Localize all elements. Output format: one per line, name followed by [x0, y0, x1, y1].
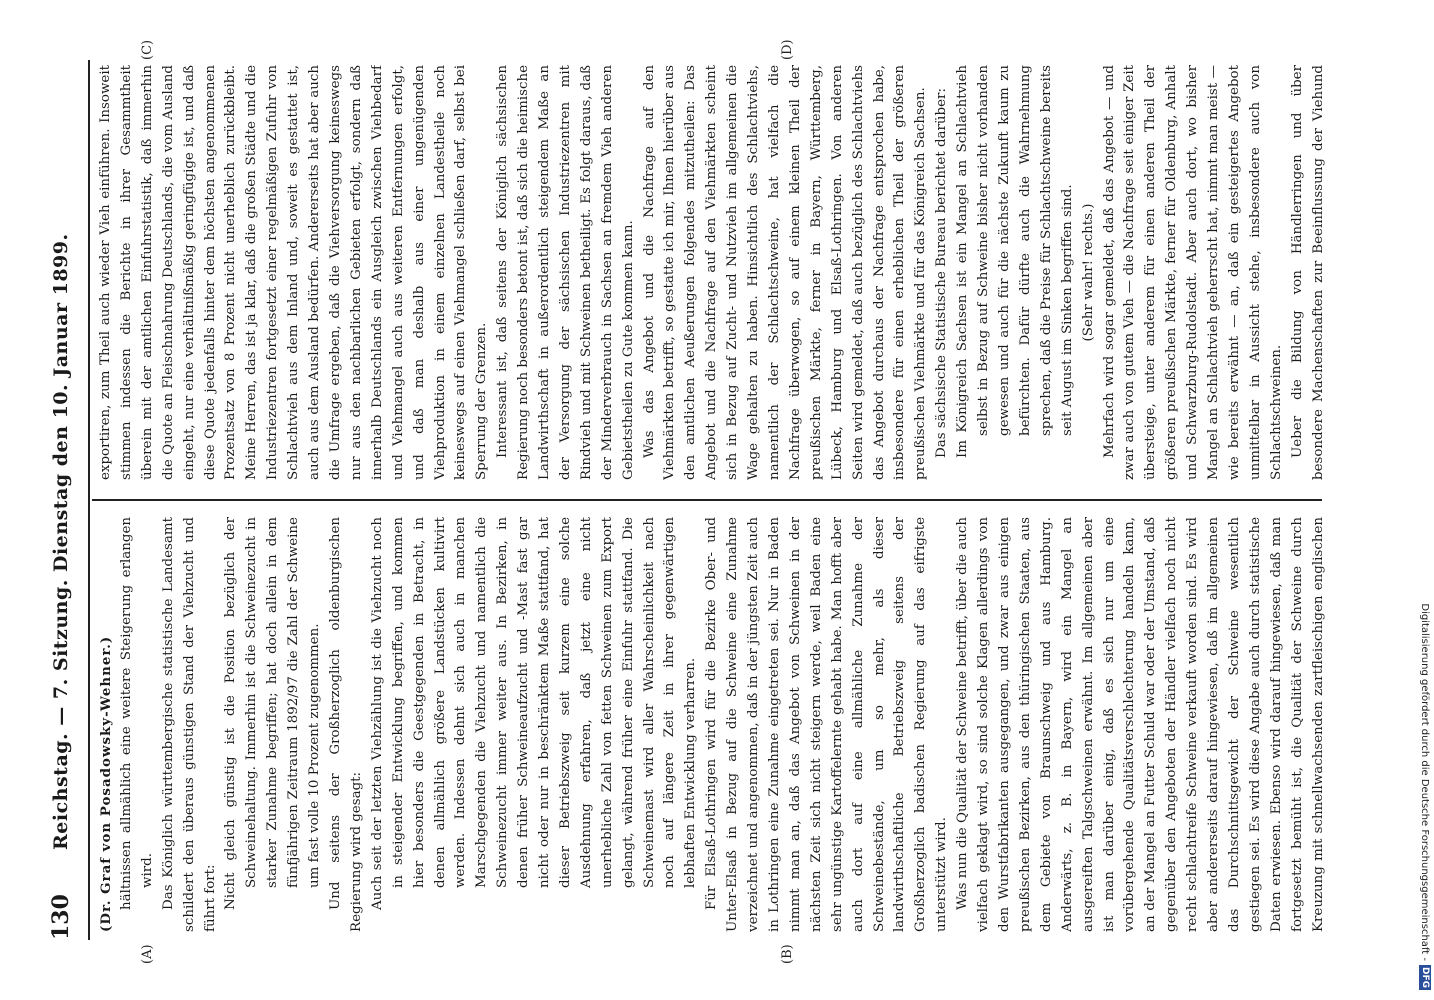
left-column — [96, 517, 1326, 932]
right-column — [96, 65, 1326, 480]
running-title: Reichstag. — 7. Sitzung. Dienstag den 10. Januar 1899. — [50, 233, 72, 850]
credit-text: Digitalisierung gefördert durch die Deutsche Forschungsgemeinschaft - — [1419, 603, 1431, 961]
column-divider — [92, 499, 1322, 501]
right-paragraph: Was das Angebot und die Nachfrage auf den Viehmärkten betrifft, so gestatte ich mir, Ihnen hierüber aus den amtlichen Aeußerungen folgendes mitzutheilen: Das Angebot und die Nachfrage auf den Viehmärkten scheint sich in Bezug auf Zucht- und Nutzvieh im allgemeinen die Wage gehalten zu haben. Hinsichtlich des Schlachtviehs, namentlich der Schlachtschweine, hat vielfach die Nachfrage überwogen, so auf einem kleinen Theil der preußischen Märkte, ferner in Bayern, Württemberg, Lübeck, Hamburg und Elsaß-Lothringen. Von anderen Seiten wird gemeldet, daß auch bezüglich des Schlachtviehs das Angebot durchaus der Nachfrage entsprochen habe, insbesondere für einen erheblichen Theil der größeren preußischen Viehmärkte und für das Königreich Sachsen. — [641, 65, 929, 480]
right-paragraph: exportiren, zum Theil auch wieder Vieh einführen. Insoweit stimmen indessen die Berichte in ihrer Gesammtheit überein mit der amtlichen Einfuhrstatistik, daß immerhin die Quote an Fleischnahrung Deutschlands, die vom Ausland eingeht, nur eine verhältnißmäßig geringfügige ist, und daß diese Quote jedenfalls hinter dem höchsten angenommenen Prozentsatz von 8 Prozent nicht unerheblich zurückbleibt. Meine Herren, das ist ja klar, daß die großen Städte und die Industriezentren fortgesetzt einer regelmäßigen Zufuhr von Schlachtvieh aus dem Inland und, soweit es gestattet ist, auch aus dem Ausland bedürfen. Andererseits hat aber auch die Umfrage ergeben, daß die Viehversorgung keineswegs nur aus den nachbarlichen Gebieten erfolgt, sondern daß innerhalb Deutschlands ein Ausgleich zwischen Viehbedarf und Viehmangel auch aus weiteren Entfernungen erfolgt, und daß man deshalb aus einer ungenügenden Viehproduktion in einem einzelnen Landestheile noch keineswegs auf einen Viehmangel schließen darf, selbst bei Sperrung der Grenzen. — [98, 65, 490, 480]
left-paragraph: hältnissen allmählich eine weitere Steigerung erlangen wird. — [118, 517, 155, 910]
right-paragraph: Das sächsische Statistische Bureau berichtet darüber: — [934, 88, 950, 458]
margin-marker-d: (D) — [780, 39, 795, 60]
right-paragraph: Interessant ist, daß seitens der Königlich sächsischen Regierung noch besonders betont ist, daß sich die heimische Landwirthschaft in außerordentlich steigendem Maße an der Versorgung der sächsischen Industriezentren mit Rindvieh und mit Schweinen betheiligt. Es folgt daraus, daß der Minderverbrauch in Sachsen an fremdem Vieh anderen Gebietstheilen zu Gute kommen kann. — [495, 65, 636, 480]
left-paragraph: Für Elsaß-Lothringen wird für die Bezirke Ober- und Unter-Elsaß in Bezug auf die Schweine eine Zunahme verzeichnet und angenommen, daß in der jüngsten Zeit auch in Lothringen eine Zunahme eingetreten sei. Nur in Baden nimmt man an, daß das Angebot von Schweinen in der nächsten Zeit sich nicht steigern werde, weil Baden eine sehr ungünstige Kartoffelernte gehabt habe. Man hofft aber auch dort auf eine allmähliche Zunahme der Schweinebestände, um so mehr, als dieser landwirthschaftliche Betriebszweig seitens der Großherzoglich badischen Regierung auf das eifrigste unterstützt wird. — [704, 517, 950, 932]
right-quote: Im Königreich Sachsen ist ein Mangel an Schlachtvieh selbst in Bezug auf Schweine bisher nicht vorhanden gewesen und auch für die nächste Zukunft kaum zu befürchten. Dafür dürfte auch die Wahrnehmung sprechen, daß die Preise für Schlachtschweine bereits seit August im Sinken begriffen sind. — [955, 65, 1075, 458]
left-paragraph: Das Königlich württembergische statistische Landesamt schildert den überaus günstigen Stand der Viehzucht und führt fort: — [160, 517, 218, 932]
left-paragraph: Was nun die Qualität der Schweine betrifft, über die auch vielfach geklagt wird, so sind solche Klagen allerdings von den Wurstfabrikanten ausgegangen, und zwar aus einigen preußischen Bezirken, aus den thüringischen Staaten, aus dem Gebiete von Braunschweig und aus Hamburg. Anderwärts, z. B. in Bayern, wird ein Mangel an ausgereiften Talgschweinen erwähnt. Im allgemeinen aber ist man darüber einig, daß es sich nur um eine vorübergehende Qualitätsverschlechterung handeln kann, an der Mangel an Futter Schuld war oder der Umstand, daß gegenüber den Angeboten der Händler vielfach noch nicht recht schlachtreife Schweine verkauft worden sind. Es wird aber andererseits darauf hingewiesen, daß im allgemeinen das Durchschnittsgewicht der Schweine wesentlich gestiegen sei. Es wird diese Angabe auch durch statistische Daten erwiesen. Ebenso wird darauf hingewiesen, daß man fortgesetzt bemüht ist, die Qualität der Schweine durch Kreuzung mit schnellwachsenden zartfleischigen englischen — [955, 517, 1326, 932]
right-paragraph: Mehrfach wird sogar gemeldet, daß das Angebot — und zwar auch von gutem Vieh — die Nachfrage seit einiger Zeit übersteige, unter anderem für einen anderen Theil der größeren preußischen Märkte, ferner für Oldenburg, Anhalt und Schwarzburg-Rudolstadt. Aber auch dort, wo bisher Mangel an Schlachtvieh geherrscht hat, nimmt man meist — wie bereits erwähnt — an, daß ein gesteigertes Angebot unmittelbar in Aussicht stehe, insbesondere auch von Schlachtschweinen. — [1101, 65, 1284, 480]
page-header — [48, 60, 84, 940]
left-quote: Auch seit der letzten Viehzählung ist die Viehzucht noch in steigender Entwicklung begriffen, und kommen hier besonders die Geestgegenden in Betracht, in denen allmählich größere Landstücken kultivirt werden. Indessen dehnt sich auch in manchen Marschgegenden die Viehzucht und namentlich die Schweinezucht immer weiter aus. In Bezirken, in denen früher Schweineaufzucht und -Mast fast gar nicht oder nur in beschränktem Maße stattfand, hat dieser Betriebszweig seit kurzem eine solche Ausdehnung erfahren, daß jetzt eine nicht unerhebliche Zahl von fetten Schweinen zum Export gelangt, während früher eine Einfuhr stattfand. Die Schweinemast wird aller Wahrscheinlichkeit nach noch auf längere Zeit in ihrer gegenwärtigen lebhaften Entwicklung verharren. — [369, 517, 699, 910]
digitization-credit — [1418, 10, 1432, 990]
margin-marker-b: (B) — [780, 944, 795, 964]
dfg-logo: DFG — [1420, 966, 1430, 988]
left-paragraph: Und seitens der Großherzoglich oldenburgischen Regierung wird gesagt: — [327, 517, 364, 932]
interjection: (Sehr wahr! rechts.) — [1080, 203, 1096, 342]
right-paragraph: Ueber die Bildung von Händlerringen und über besondere Machenschaften zur Beeinflussung der Viehund — [1289, 65, 1326, 480]
margin-marker-a: (A) — [140, 944, 155, 964]
margin-marker-c: (C) — [140, 39, 155, 60]
page-number: 130 — [48, 894, 74, 940]
left-quote: Nicht gleich günstig ist die Position bezüglich der Schweinehaltung. Immerhin ist die Schweinezucht in starker Zunahme begriffen; hat doch allein in dem fünfjährigen Zeitraum 1892/97 die Zahl der Schweine um fast volle 10 Prozent zugenommen. — [223, 517, 323, 910]
header-rule — [88, 60, 90, 940]
speaker-line: (Dr. Graf von Posadowsky-Wehner.) — [98, 635, 114, 932]
